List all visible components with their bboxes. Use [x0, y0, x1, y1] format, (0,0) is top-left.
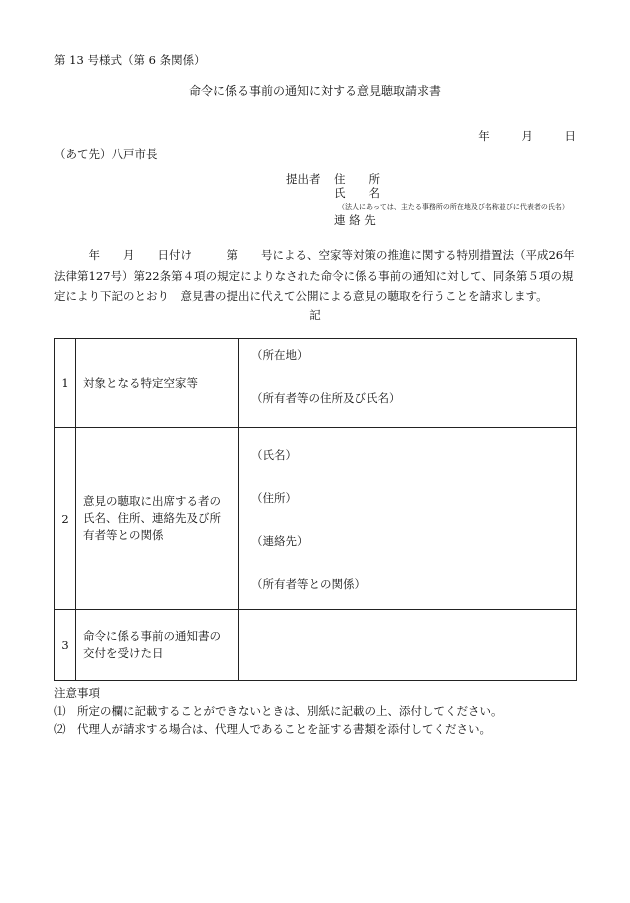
note-item: ⑴ 所定の欄に記載することができないときは、別紙に記載の上、添付してください。 [54, 704, 503, 718]
applicant-block [286, 171, 586, 231]
row-content [239, 339, 577, 428]
row-content [239, 428, 577, 610]
address-label: 住 所 [334, 172, 380, 186]
notes-block [54, 684, 503, 738]
applicant-label: 提出者 [286, 172, 321, 186]
row-item-text: 意見の聴取に出席する者の氏名、住所、連絡先及び所有者等との関係 [83, 494, 221, 542]
field-contact: （連絡先） [251, 534, 309, 548]
table-row [55, 610, 577, 681]
field-relation: （所有者等との関係） [251, 577, 366, 591]
form-number: 第 13 号様式（第 6 条関係） [54, 53, 206, 67]
table-row [55, 428, 577, 610]
contact-label: 連 絡 先 [334, 213, 376, 227]
field-name: （氏名） [251, 448, 297, 462]
ki-heading: 記 [309, 308, 321, 322]
field-address: （住所） [251, 491, 297, 505]
row-content [239, 610, 577, 681]
name-note: （法人にあっては、主たる事務所の所在地及び名称並びに代表者の氏名） [338, 203, 569, 211]
row-item-text: 命令に係る事前の通知書の交付を受けた日 [83, 629, 221, 660]
date-year: 年 [478, 129, 490, 143]
row-item-label [76, 428, 239, 610]
table-row [55, 339, 577, 428]
document-title: 命令に係る事前の通知に対する意見聴取請求書 [188, 84, 441, 98]
row-item-label: 対象となる特定空家等 [76, 339, 239, 428]
field-owner: （所有者等の住所及び氏名） [251, 391, 401, 405]
request-body: 年 月 日付け 第 号による、空家等対策の推進に関する特別措置法（平成26年法律第127号）第22条第４項の規定によりなされた命令に係る事前の通知に対して、同条第５項の規定により下記のとおり 意見書の提出に代えて公開による意見の聴取を行うことを請求します。 [54, 248, 575, 303]
row-item-label [76, 610, 239, 681]
addressee: （あて先）八戸市長 [54, 147, 158, 161]
name-label: 氏 名 [334, 186, 380, 200]
row-number: 2 [55, 428, 76, 610]
date-day: 日 [564, 129, 576, 143]
field-location: （所在地） [251, 348, 309, 362]
note-item: ⑵ 代理人が請求する場合は、代理人であることを証する書類を添付してください。 [54, 722, 491, 736]
row-number: 1 [55, 339, 76, 428]
row-number: 3 [55, 610, 76, 681]
request-table [54, 338, 577, 681]
date-month: 月 [521, 129, 533, 143]
notes-heading: 注意事項 [54, 686, 100, 700]
date-line [450, 128, 576, 144]
